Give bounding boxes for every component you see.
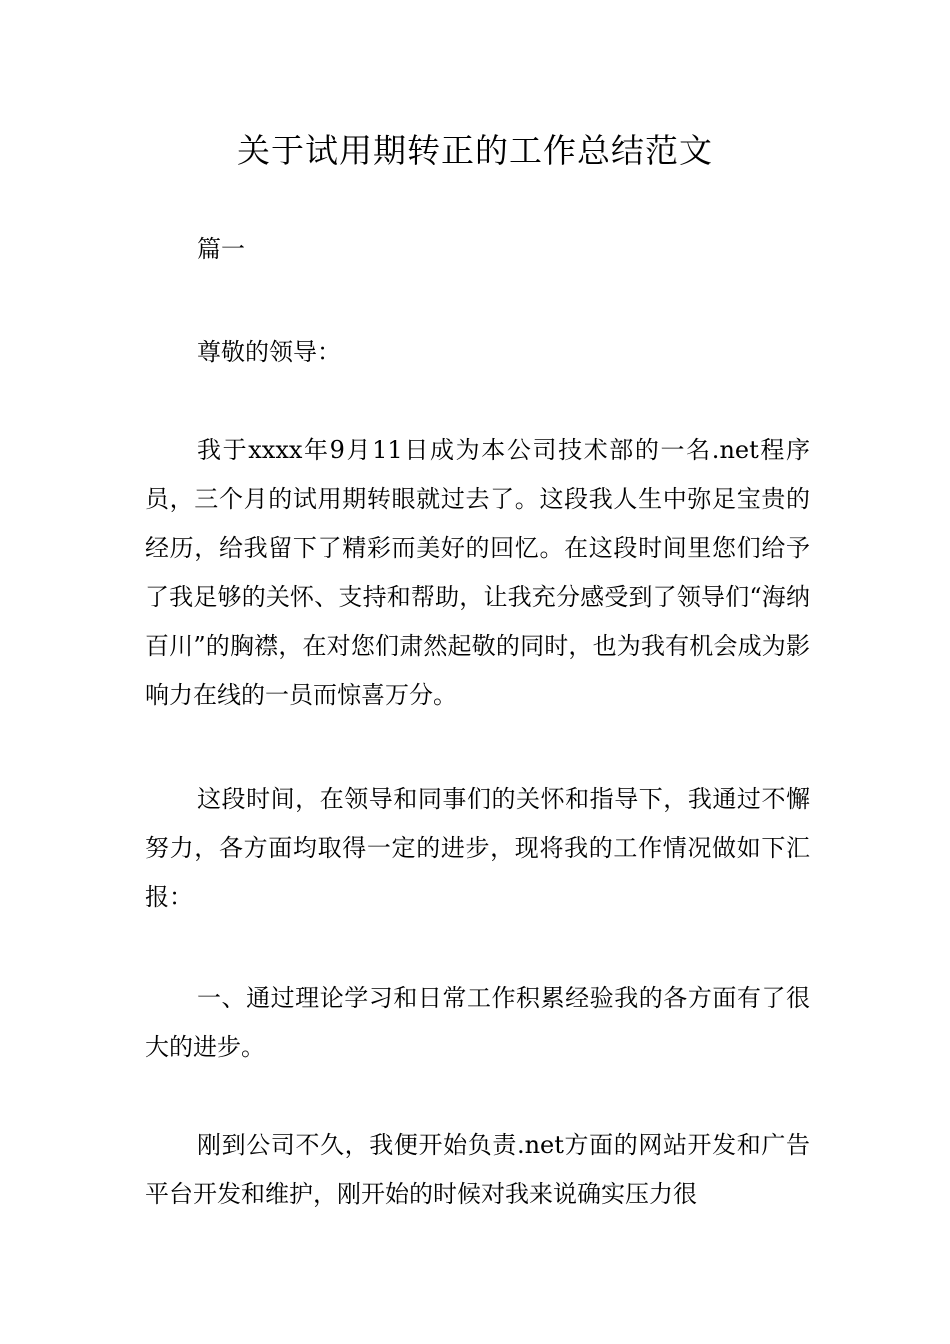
document-title: 关于试用期转正的工作总结范文 — [237, 131, 713, 170]
paragraph-3: 一、通过理论学习和日常工作积累经验我的各方面有了很大的进步。 — [145, 984, 810, 1061]
paragraph-4: 刚到公司不久，我便开始负责.net方面的网站开发和广告平台开发和维护，刚开始的时候对我来说确实压力很 — [145, 1131, 810, 1208]
paragraph-2: 这段时间，在领导和同事们的关怀和指导下，我通过不懈努力，各方面均取得一定的进步，现将我的工作情况做如下汇报： — [145, 785, 810, 911]
paragraph-1: 我于xxxx年9月11日成为本公司技术部的一名.net程序员，三个月的试用期转眼就过去了。这段我人生中弥足宝贵的经历，给我留下了精彩而美好的回忆。在这段时间里您们给予了我足够的关怀、支持和帮助，让我充分感受到了领导们“海纳百川”的胸襟，在对您们肃然起敬的同时，也为我有机会成为影响力在线的一员而惊喜万分。 — [145, 436, 810, 709]
section-label: 篇一 — [197, 235, 245, 263]
salutation: 尊敬的领导： — [197, 338, 341, 366]
